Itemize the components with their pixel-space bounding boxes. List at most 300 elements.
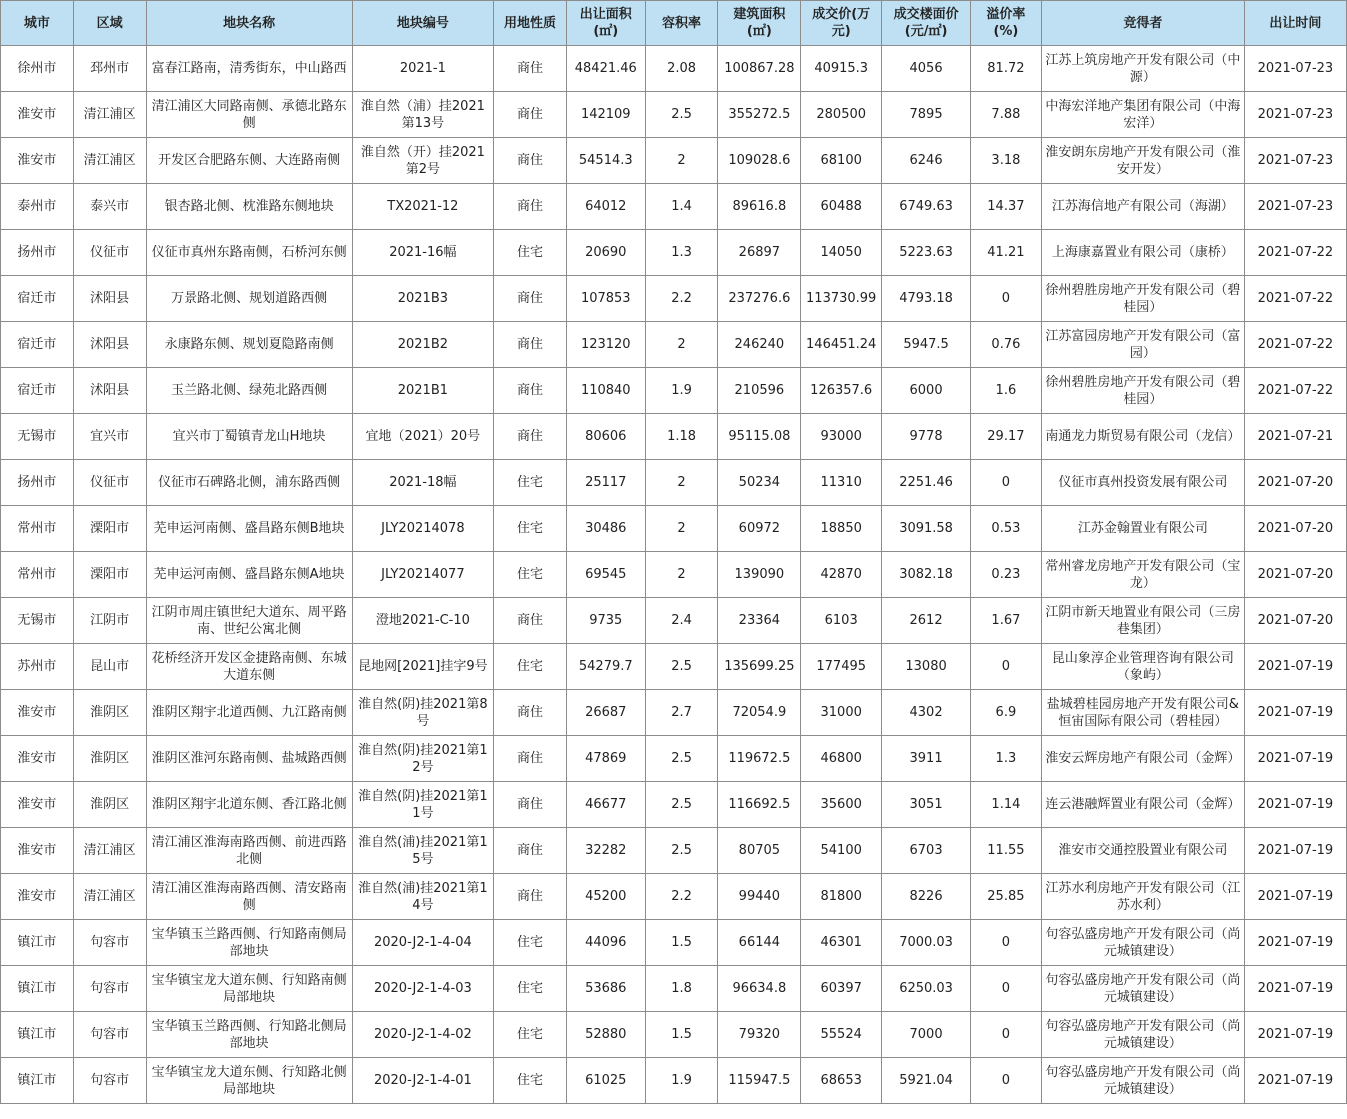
- cell-building-area: 79320: [718, 1012, 801, 1058]
- cell-winner: 上海康嘉置业有限公司（康桥）: [1041, 230, 1244, 276]
- cell-building-area: 99440: [718, 874, 801, 920]
- cell-winner: 中海宏洋地产集团有限公司（中海宏洋）: [1041, 92, 1244, 138]
- cell-deal-price: 126357.6: [801, 368, 882, 414]
- cell-parcel-number: 淮自然(阴)挂2021第8号: [352, 690, 493, 736]
- cell-parcel-number: 宜地（2021）20号: [352, 414, 493, 460]
- cell-parcel-name: 江阴市周庄镇世纪大道东、周平路南、世纪公寓北侧: [146, 598, 352, 644]
- cell-city: 苏州市: [1, 644, 74, 690]
- cell-floor-price: 4302: [882, 690, 971, 736]
- cell-winner: 淮安市交通控股置业有限公司: [1041, 828, 1244, 874]
- table-row: [1, 230, 1347, 276]
- cell-parcel-number: 淮自然（开）挂2021第2号: [352, 138, 493, 184]
- cell-land-use: 商住: [494, 782, 567, 828]
- cell-land-use: 商住: [494, 184, 567, 230]
- cell-transfer-date: 2021-07-19: [1244, 644, 1346, 690]
- cell-plot-ratio: 2.5: [645, 782, 718, 828]
- cell-city: 镇江市: [1, 1012, 74, 1058]
- cell-parcel-name: 淮阴区翔宇北道东侧、香江路北侧: [146, 782, 352, 828]
- table-row: [1, 690, 1347, 736]
- cell-parcel-name: 宝华镇宝龙大道东侧、行知路南侧局部地块: [146, 966, 352, 1012]
- cell-land-area: 69545: [566, 552, 645, 598]
- cell-city: 淮安市: [1, 736, 74, 782]
- cell-land-area: 45200: [566, 874, 645, 920]
- cell-land-use: 商住: [494, 874, 567, 920]
- cell-parcel-number: 2021-18幅: [352, 460, 493, 506]
- cell-transfer-date: 2021-07-19: [1244, 874, 1346, 920]
- cell-district: 淮阴区: [73, 690, 146, 736]
- cell-building-area: 95115.08: [718, 414, 801, 460]
- cell-building-area: 50234: [718, 460, 801, 506]
- table-row: [1, 782, 1347, 828]
- cell-district: 淮阴区: [73, 736, 146, 782]
- cell-floor-price: 4793.18: [882, 276, 971, 322]
- cell-land-area: 30486: [566, 506, 645, 552]
- cell-land-area: 52880: [566, 1012, 645, 1058]
- table-row: [1, 276, 1347, 322]
- table-row: [1, 1058, 1347, 1104]
- cell-land-area: 61025: [566, 1058, 645, 1104]
- table-row: [1, 920, 1347, 966]
- cell-premium-rate: 0: [971, 1058, 1042, 1104]
- table-row: [1, 1012, 1347, 1058]
- cell-transfer-date: 2021-07-22: [1244, 322, 1346, 368]
- cell-land-use: 商住: [494, 736, 567, 782]
- cell-land-use: 住宅: [494, 1058, 567, 1104]
- header-row: [1, 1, 1347, 46]
- cell-city: 泰州市: [1, 184, 74, 230]
- table-row: [1, 138, 1347, 184]
- cell-plot-ratio: 2.2: [645, 874, 718, 920]
- cell-city: 淮安市: [1, 138, 74, 184]
- cell-floor-price: 5223.63: [882, 230, 971, 276]
- cell-winner: 仪征市真州投资发展有限公司: [1041, 460, 1244, 506]
- cell-premium-rate: 1.3: [971, 736, 1042, 782]
- cell-winner: 连云港融辉置业有限公司（金辉）: [1041, 782, 1244, 828]
- cell-district: 沭阳县: [73, 368, 146, 414]
- cell-land-area: 110840: [566, 368, 645, 414]
- cell-deal-price: 280500: [801, 92, 882, 138]
- cell-land-area: 25117: [566, 460, 645, 506]
- cell-deal-price: 93000: [801, 414, 882, 460]
- cell-land-area: 123120: [566, 322, 645, 368]
- cell-floor-price: 7895: [882, 92, 971, 138]
- cell-land-area: 53686: [566, 966, 645, 1012]
- table-row: [1, 736, 1347, 782]
- cell-land-area: 80606: [566, 414, 645, 460]
- table-row: [1, 322, 1347, 368]
- cell-deal-price: 11310: [801, 460, 882, 506]
- header-premium-rate: 溢价率(%): [971, 1, 1042, 46]
- cell-district: 仪征市: [73, 460, 146, 506]
- cell-parcel-number: TX2021-12: [352, 184, 493, 230]
- cell-parcel-name: 淮阴区淮河东路南侧、盐城路西侧: [146, 736, 352, 782]
- cell-land-use: 住宅: [494, 1012, 567, 1058]
- cell-transfer-date: 2021-07-20: [1244, 460, 1346, 506]
- header-deal-price: 成交价(万元): [801, 1, 882, 46]
- cell-district: 句容市: [73, 920, 146, 966]
- cell-winner: 句容弘盛房地产开发有限公司（尚元城镇建设）: [1041, 1058, 1244, 1104]
- cell-plot-ratio: 2: [645, 322, 718, 368]
- cell-district: 清江浦区: [73, 874, 146, 920]
- cell-parcel-number: 2021B1: [352, 368, 493, 414]
- cell-city: 扬州市: [1, 460, 74, 506]
- table-row: [1, 46, 1347, 92]
- cell-premium-rate: 29.17: [971, 414, 1042, 460]
- cell-winner: 句容弘盛房地产开发有限公司（尚元城镇建设）: [1041, 966, 1244, 1012]
- cell-parcel-number: JLY20214077: [352, 552, 493, 598]
- cell-transfer-date: 2021-07-23: [1244, 46, 1346, 92]
- cell-floor-price: 6250.03: [882, 966, 971, 1012]
- table-row: [1, 92, 1347, 138]
- cell-land-area: 20690: [566, 230, 645, 276]
- cell-winner: 常州睿龙房地产开发有限公司（宝龙）: [1041, 552, 1244, 598]
- cell-land-use: 商住: [494, 690, 567, 736]
- cell-winner: 江苏金翰置业有限公司: [1041, 506, 1244, 552]
- cell-transfer-date: 2021-07-20: [1244, 506, 1346, 552]
- cell-city: 宿迁市: [1, 368, 74, 414]
- cell-land-area: 48421.46: [566, 46, 645, 92]
- cell-parcel-name: 淮阴区翔宇北道西侧、九江路南侧: [146, 690, 352, 736]
- cell-city: 常州市: [1, 552, 74, 598]
- table-row: [1, 966, 1347, 1012]
- header-parcel-name: 地块名称: [146, 1, 352, 46]
- cell-floor-price: 3051: [882, 782, 971, 828]
- cell-land-area: 9735: [566, 598, 645, 644]
- cell-floor-price: 6703: [882, 828, 971, 874]
- cell-parcel-number: 2020-J2-1-4-02: [352, 1012, 493, 1058]
- cell-floor-price: 5921.04: [882, 1058, 971, 1104]
- cell-deal-price: 68653: [801, 1058, 882, 1104]
- cell-land-area: 32282: [566, 828, 645, 874]
- cell-deal-price: 81800: [801, 874, 882, 920]
- cell-parcel-name: 仪征市石碑路北侧，浦东路西侧: [146, 460, 352, 506]
- cell-parcel-number: 2021-1: [352, 46, 493, 92]
- cell-floor-price: 4056: [882, 46, 971, 92]
- cell-winner: 江苏富园房地产开发有限公司（富园）: [1041, 322, 1244, 368]
- cell-floor-price: 9778: [882, 414, 971, 460]
- cell-deal-price: 14050: [801, 230, 882, 276]
- cell-plot-ratio: 1.3: [645, 230, 718, 276]
- cell-building-area: 109028.6: [718, 138, 801, 184]
- table-row: [1, 552, 1347, 598]
- table-row: [1, 368, 1347, 414]
- cell-deal-price: 60397: [801, 966, 882, 1012]
- cell-floor-price: 3911: [882, 736, 971, 782]
- cell-district: 沭阳县: [73, 276, 146, 322]
- cell-parcel-number: 2021B2: [352, 322, 493, 368]
- table-body: [1, 46, 1347, 1104]
- cell-district: 江阴市: [73, 598, 146, 644]
- cell-winner: 昆山象淳企业管理咨询有限公司（象屿）: [1041, 644, 1244, 690]
- cell-land-area: 47869: [566, 736, 645, 782]
- cell-building-area: 246240: [718, 322, 801, 368]
- cell-winner: 句容弘盛房地产开发有限公司（尚元城镇建设）: [1041, 920, 1244, 966]
- cell-district: 溧阳市: [73, 506, 146, 552]
- cell-plot-ratio: 2: [645, 460, 718, 506]
- cell-parcel-name: 永康路东侧、规划夏隐路南侧: [146, 322, 352, 368]
- cell-land-use: 住宅: [494, 966, 567, 1012]
- cell-land-area: 107853: [566, 276, 645, 322]
- cell-district: 昆山市: [73, 644, 146, 690]
- cell-building-area: 135699.25: [718, 644, 801, 690]
- cell-building-area: 119672.5: [718, 736, 801, 782]
- cell-city: 宿迁市: [1, 276, 74, 322]
- cell-land-area: 142109: [566, 92, 645, 138]
- header-city: 城市: [1, 1, 74, 46]
- cell-premium-rate: 0: [971, 1012, 1042, 1058]
- cell-city: 淮安市: [1, 828, 74, 874]
- cell-parcel-name: 清江浦区大同路南侧、承德北路东侧: [146, 92, 352, 138]
- cell-land-use: 商住: [494, 598, 567, 644]
- cell-premium-rate: 41.21: [971, 230, 1042, 276]
- cell-premium-rate: 14.37: [971, 184, 1042, 230]
- cell-transfer-date: 2021-07-19: [1244, 736, 1346, 782]
- cell-floor-price: 2612: [882, 598, 971, 644]
- cell-parcel-name: 仪征市真州东路南侧，石桥河东侧: [146, 230, 352, 276]
- cell-plot-ratio: 1.5: [645, 920, 718, 966]
- cell-parcel-number: 2021-16幅: [352, 230, 493, 276]
- cell-parcel-number: 淮自然(浦)挂2021第15号: [352, 828, 493, 874]
- cell-district: 溧阳市: [73, 552, 146, 598]
- table-row: [1, 184, 1347, 230]
- cell-parcel-name: 开发区合肥路东侧、大连路南侧: [146, 138, 352, 184]
- table-row: [1, 644, 1347, 690]
- cell-district: 句容市: [73, 1012, 146, 1058]
- cell-floor-price: 7000: [882, 1012, 971, 1058]
- cell-transfer-date: 2021-07-19: [1244, 828, 1346, 874]
- header-floor-price: 成交楼面价(元/㎡): [882, 1, 971, 46]
- cell-parcel-number: 淮自然(阴)挂2021第12号: [352, 736, 493, 782]
- header-transfer-date: 出让时间: [1244, 1, 1346, 46]
- cell-winner: 淮安云辉房地产有限公司（金辉）: [1041, 736, 1244, 782]
- cell-winner: 江阴市新天地置业有限公司（三房巷集团）: [1041, 598, 1244, 644]
- cell-premium-rate: 0: [971, 276, 1042, 322]
- header-land-area: 出让面积(㎡): [566, 1, 645, 46]
- cell-floor-price: 3082.18: [882, 552, 971, 598]
- cell-parcel-name: 富春江路南，清秀街东，中山路西: [146, 46, 352, 92]
- cell-parcel-number: 淮自然（浦）挂2021第13号: [352, 92, 493, 138]
- cell-plot-ratio: 2: [645, 138, 718, 184]
- cell-land-use: 商住: [494, 46, 567, 92]
- cell-building-area: 26897: [718, 230, 801, 276]
- cell-winner: 江苏上筑房地产开发有限公司（中源）: [1041, 46, 1244, 92]
- table-row: [1, 414, 1347, 460]
- cell-city: 徐州市: [1, 46, 74, 92]
- cell-parcel-number: 2020-J2-1-4-01: [352, 1058, 493, 1104]
- cell-floor-price: 7000.03: [882, 920, 971, 966]
- cell-floor-price: 8226: [882, 874, 971, 920]
- cell-city: 淮安市: [1, 782, 74, 828]
- cell-land-use: 住宅: [494, 506, 567, 552]
- cell-plot-ratio: 2.2: [645, 276, 718, 322]
- cell-deal-price: 113730.99: [801, 276, 882, 322]
- cell-deal-price: 18850: [801, 506, 882, 552]
- cell-plot-ratio: 2: [645, 552, 718, 598]
- cell-transfer-date: 2021-07-19: [1244, 920, 1346, 966]
- cell-district: 淮阴区: [73, 782, 146, 828]
- cell-plot-ratio: 1.9: [645, 1058, 718, 1104]
- cell-land-use: 住宅: [494, 230, 567, 276]
- cell-parcel-name: 银杏路北侧、枕淮路东侧地块: [146, 184, 352, 230]
- cell-deal-price: 31000: [801, 690, 882, 736]
- cell-floor-price: 6000: [882, 368, 971, 414]
- cell-deal-price: 42870: [801, 552, 882, 598]
- cell-plot-ratio: 1.8: [645, 966, 718, 1012]
- cell-premium-rate: 7.88: [971, 92, 1042, 138]
- cell-plot-ratio: 2.5: [645, 92, 718, 138]
- cell-premium-rate: 0.53: [971, 506, 1042, 552]
- cell-plot-ratio: 2.5: [645, 828, 718, 874]
- cell-winner: 徐州碧胜房地产开发有限公司（碧桂园）: [1041, 276, 1244, 322]
- cell-premium-rate: 3.18: [971, 138, 1042, 184]
- table-row: [1, 460, 1347, 506]
- cell-parcel-name: 万景路北侧、规划道路西侧: [146, 276, 352, 322]
- cell-city: 淮安市: [1, 690, 74, 736]
- cell-parcel-number: 淮自然(浦)挂2021第14号: [352, 874, 493, 920]
- cell-premium-rate: 1.67: [971, 598, 1042, 644]
- header-winner: 竞得者: [1041, 1, 1244, 46]
- cell-transfer-date: 2021-07-19: [1244, 690, 1346, 736]
- cell-land-use: 商住: [494, 322, 567, 368]
- cell-district: 清江浦区: [73, 828, 146, 874]
- cell-plot-ratio: 1.9: [645, 368, 718, 414]
- cell-building-area: 100867.28: [718, 46, 801, 92]
- cell-parcel-name: 宝华镇玉兰路西侧、行知路北侧局部地块: [146, 1012, 352, 1058]
- cell-parcel-name: 花桥经济开发区金捷路南侧、东城大道东侧: [146, 644, 352, 690]
- cell-floor-price: 3091.58: [882, 506, 971, 552]
- cell-deal-price: 68100: [801, 138, 882, 184]
- cell-building-area: 89616.8: [718, 184, 801, 230]
- cell-transfer-date: 2021-07-23: [1244, 138, 1346, 184]
- cell-land-use: 住宅: [494, 920, 567, 966]
- cell-transfer-date: 2021-07-19: [1244, 1012, 1346, 1058]
- cell-land-area: 46677: [566, 782, 645, 828]
- cell-land-use: 商住: [494, 414, 567, 460]
- cell-plot-ratio: 2.5: [645, 644, 718, 690]
- cell-premium-rate: 25.85: [971, 874, 1042, 920]
- cell-building-area: 60972: [718, 506, 801, 552]
- cell-building-area: 72054.9: [718, 690, 801, 736]
- cell-district: 泰兴市: [73, 184, 146, 230]
- cell-transfer-date: 2021-07-21: [1244, 414, 1346, 460]
- cell-building-area: 237276.6: [718, 276, 801, 322]
- cell-building-area: 115947.5: [718, 1058, 801, 1104]
- cell-building-area: 355272.5: [718, 92, 801, 138]
- cell-land-use: 商住: [494, 138, 567, 184]
- cell-transfer-date: 2021-07-22: [1244, 368, 1346, 414]
- cell-land-area: 54279.7: [566, 644, 645, 690]
- cell-city: 镇江市: [1, 966, 74, 1012]
- header-district: 区域: [73, 1, 146, 46]
- cell-parcel-number: 2020-J2-1-4-03: [352, 966, 493, 1012]
- cell-plot-ratio: 2: [645, 506, 718, 552]
- cell-winner: 徐州碧胜房地产开发有限公司（碧桂园）: [1041, 368, 1244, 414]
- cell-floor-price: 2251.46: [882, 460, 971, 506]
- cell-premium-rate: 0.23: [971, 552, 1042, 598]
- cell-parcel-number: 淮自然(阴)挂2021第11号: [352, 782, 493, 828]
- cell-deal-price: 60488: [801, 184, 882, 230]
- cell-building-area: 210596: [718, 368, 801, 414]
- table-row: [1, 598, 1347, 644]
- cell-premium-rate: 6.9: [971, 690, 1042, 736]
- cell-premium-rate: 1.6: [971, 368, 1042, 414]
- cell-city: 宿迁市: [1, 322, 74, 368]
- cell-building-area: 116692.5: [718, 782, 801, 828]
- cell-transfer-date: 2021-07-19: [1244, 966, 1346, 1012]
- cell-parcel-name: 芜申运河南侧、盛昌路东侧B地块: [146, 506, 352, 552]
- cell-district: 句容市: [73, 1058, 146, 1104]
- cell-winner: 江苏海信地产有限公司（海湖）: [1041, 184, 1244, 230]
- cell-parcel-number: 2021B3: [352, 276, 493, 322]
- cell-parcel-name: 宝华镇宝龙大道东侧、行知路北侧局部地块: [146, 1058, 352, 1104]
- cell-building-area: 66144: [718, 920, 801, 966]
- cell-parcel-name: 芜申运河南侧、盛昌路东侧A地块: [146, 552, 352, 598]
- table-row: [1, 828, 1347, 874]
- cell-parcel-name: 玉兰路北侧、绿苑北路西侧: [146, 368, 352, 414]
- cell-winner: 南通龙力斯贸易有限公司（龙信）: [1041, 414, 1244, 460]
- cell-parcel-name: 宝华镇玉兰路西侧、行知路南侧局部地块: [146, 920, 352, 966]
- header-plot-ratio: 容积率: [645, 1, 718, 46]
- cell-premium-rate: 11.55: [971, 828, 1042, 874]
- cell-land-area: 26687: [566, 690, 645, 736]
- cell-deal-price: 146451.24: [801, 322, 882, 368]
- cell-deal-price: 46800: [801, 736, 882, 782]
- cell-district: 沭阳县: [73, 322, 146, 368]
- cell-winner: 淮安朗东房地产开发有限公司（淮安开发）: [1041, 138, 1244, 184]
- cell-premium-rate: 0: [971, 920, 1042, 966]
- cell-plot-ratio: 1.18: [645, 414, 718, 460]
- cell-land-use: 住宅: [494, 644, 567, 690]
- cell-winner: 盐城碧桂园房地产开发有限公司&恒宙国际有限公司（碧桂园）: [1041, 690, 1244, 736]
- cell-transfer-date: 2021-07-22: [1244, 230, 1346, 276]
- cell-plot-ratio: 1.4: [645, 184, 718, 230]
- cell-transfer-date: 2021-07-20: [1244, 552, 1346, 598]
- cell-parcel-name: 宜兴市丁蜀镇青龙山H地块: [146, 414, 352, 460]
- cell-plot-ratio: 2.08: [645, 46, 718, 92]
- cell-land-use: 商住: [494, 276, 567, 322]
- cell-plot-ratio: 2.5: [645, 736, 718, 782]
- cell-premium-rate: 81.72: [971, 46, 1042, 92]
- cell-city: 扬州市: [1, 230, 74, 276]
- cell-city: 淮安市: [1, 874, 74, 920]
- cell-deal-price: 35600: [801, 782, 882, 828]
- cell-premium-rate: 1.14: [971, 782, 1042, 828]
- cell-deal-price: 55524: [801, 1012, 882, 1058]
- cell-building-area: 96634.8: [718, 966, 801, 1012]
- cell-land-area: 44096: [566, 920, 645, 966]
- cell-district: 宜兴市: [73, 414, 146, 460]
- table-row: [1, 506, 1347, 552]
- cell-premium-rate: 0: [971, 644, 1042, 690]
- cell-floor-price: 6749.63: [882, 184, 971, 230]
- cell-city: 镇江市: [1, 920, 74, 966]
- cell-parcel-name: 清江浦区淮海南路西侧、前进西路北侧: [146, 828, 352, 874]
- cell-land-use: 商住: [494, 368, 567, 414]
- cell-deal-price: 6103: [801, 598, 882, 644]
- cell-floor-price: 6246: [882, 138, 971, 184]
- cell-plot-ratio: 2.4: [645, 598, 718, 644]
- cell-district: 清江浦区: [73, 92, 146, 138]
- cell-transfer-date: 2021-07-22: [1244, 276, 1346, 322]
- cell-city: 无锡市: [1, 598, 74, 644]
- cell-floor-price: 13080: [882, 644, 971, 690]
- cell-deal-price: 177495: [801, 644, 882, 690]
- cell-land-use: 住宅: [494, 460, 567, 506]
- table-row: [1, 874, 1347, 920]
- cell-transfer-date: 2021-07-23: [1244, 92, 1346, 138]
- cell-district: 句容市: [73, 966, 146, 1012]
- cell-land-use: 商住: [494, 92, 567, 138]
